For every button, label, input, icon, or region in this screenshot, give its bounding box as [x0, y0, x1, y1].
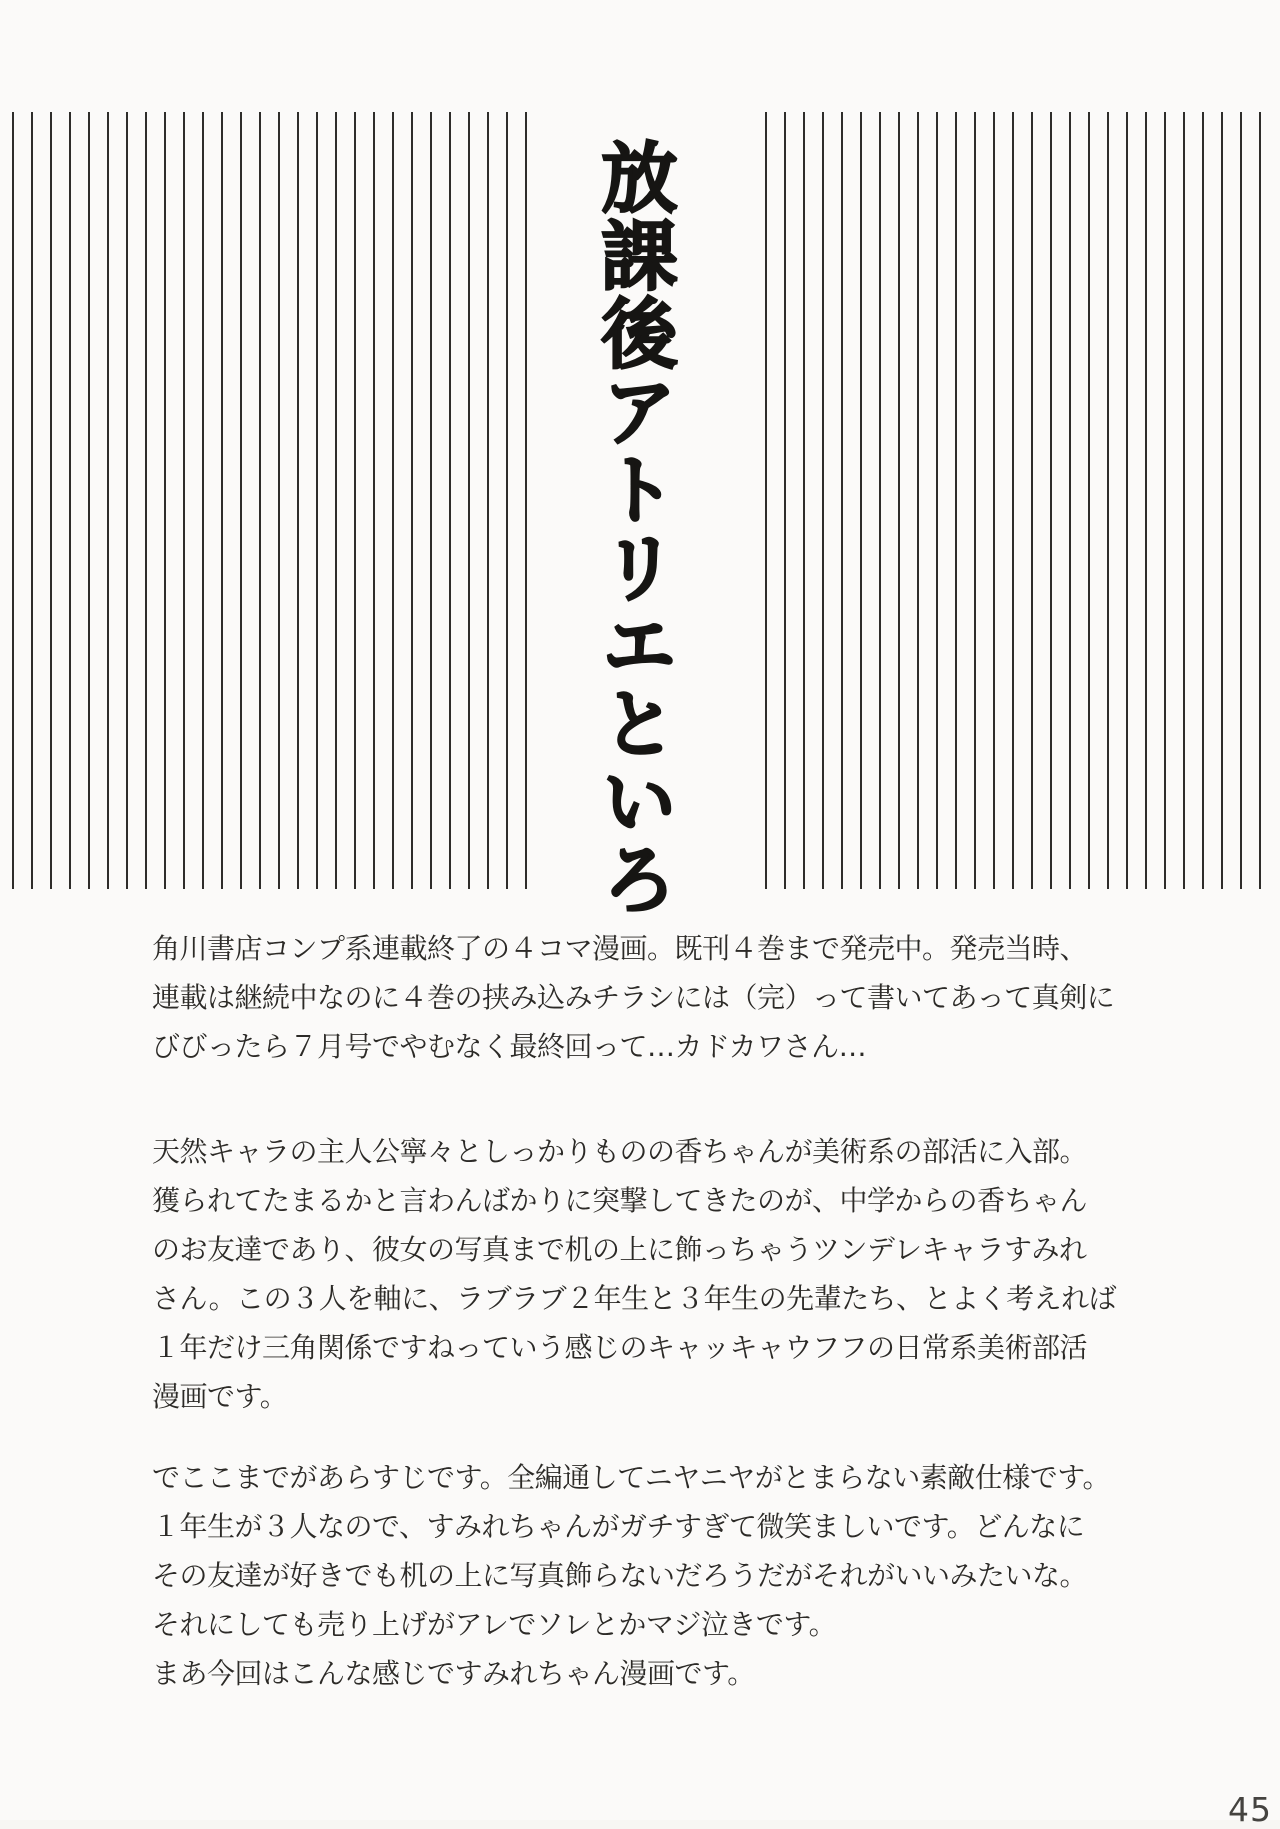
pinstripe-left-block [12, 112, 529, 889]
text-line: まあ今回はこんな感じですみれちゃん漫画です。 [152, 1657, 755, 1690]
text-line: １年だけ三角関係ですねっていう感じのキャッキャウフフの日常系美術部活 [152, 1331, 1088, 1364]
text-line: １年生が３人なので、すみれちゃんがガチすぎて微笑ましいです。どんなに [152, 1510, 1085, 1543]
text-line: のお友達であり、彼女の写真まで机の上に飾っちゃうツンデレキャラすみれ [152, 1233, 1087, 1266]
pinstripe-right-block [765, 112, 1274, 889]
body-text [152, 924, 1152, 1698]
text-line: さん。この３人を軸に、ラブラブ２年生と３年生の先輩たち、とよく考えれば [152, 1282, 1117, 1315]
text-line: 漫画です。 [152, 1380, 288, 1413]
text-line: でここまでがあらすじです。全編通してニヤニヤがとまらない素敵仕様です。 [152, 1461, 1111, 1494]
text-line: 獲られてたまるかと言わんばかりに突撃してきたのが、中学からの香ちゃん [152, 1184, 1088, 1217]
page-number: 45 [1228, 1790, 1272, 1829]
text-line: 天然キャラの主人公寧々としっかりものの香ちゃんが美術系の部活に入部。 [152, 1135, 1088, 1168]
paragraph-impressions [152, 1453, 1152, 1698]
text-line: その友達が好きでも机の上に写真飾らないだろうだがそれがいいみたいな。 [152, 1559, 1088, 1592]
text-line: それにしても売り上げがアレでソレとかマジ泣きです。 [152, 1608, 837, 1641]
paragraph-intro [152, 924, 1152, 1071]
text-line: 連載は継続中なのに４巻の挟み込みチラシには（完）って書いてあって真剣に [152, 981, 1115, 1014]
page-title: 放課後アトリエといろ [589, 138, 678, 918]
text-line: 角川書店コンプ系連載終了の４コマ漫画。既刊４巻まで発売中。発売当時、 [152, 932, 1088, 965]
text-line: びびったら７月号でやむなく最終回って…カドカワさん… [152, 1030, 867, 1063]
paragraph-synopsis [152, 1127, 1152, 1421]
